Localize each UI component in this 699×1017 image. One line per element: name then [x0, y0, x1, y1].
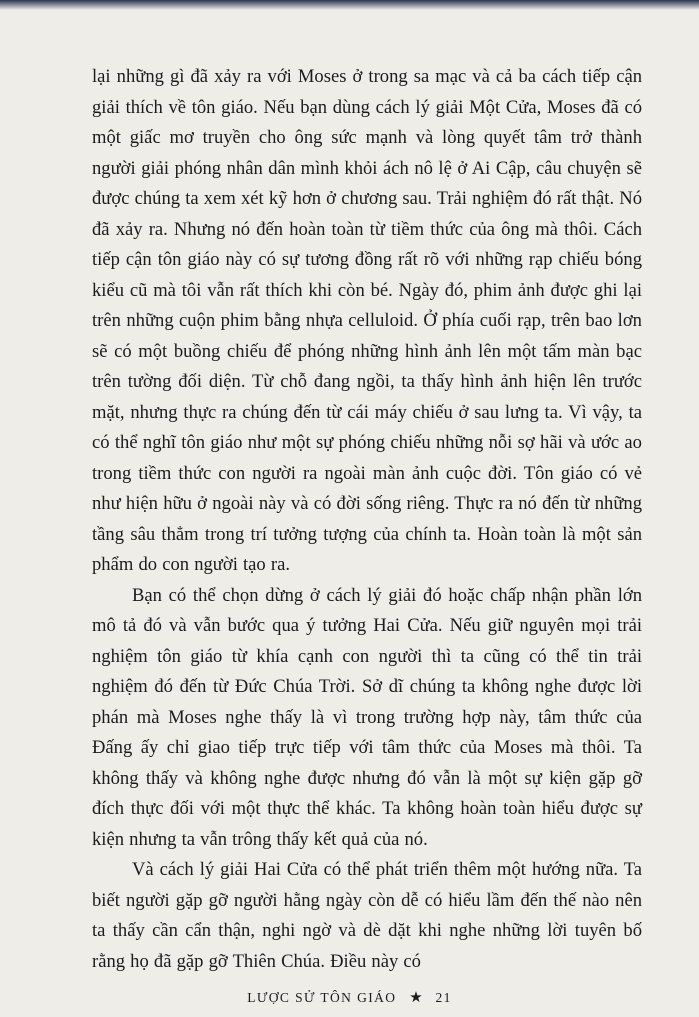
- text-line: ở ngoài này và có đời sống riêng. Thực ra nó đến từ những tầng: [92, 493, 642, 545]
- text-line: tin trải nghiệm đó đến từ Đức Chúa Trời. Sở dĩ chúng ta không: [92, 645, 643, 697]
- text-line: sự phóng chiếu những nỗi sợ hãi và ước ao trong tiềm thức con: [92, 432, 642, 484]
- page-footer: [0, 988, 699, 1007]
- text-line: thấy hình ảnh hiện lên trước mặt, nhưng thực ra chúng đến từ cái: [92, 371, 642, 423]
- text-line: đến thế nào nên ta thấy cần cẩn thận, nghi ngờ và dè dặt khi nghe: [92, 889, 642, 941]
- text-line: sản phẩm do con người tạo ra.: [92, 523, 642, 575]
- text-line: mọi trải nghiệm tôn giáo từ khía cạnh con người thì ta cũng có thể: [92, 615, 642, 667]
- text-line: Ta không hoàn toàn hiểu được sự kiện nhưng ta vẫn trông thấy: [92, 798, 642, 850]
- text-line: trên bao lơn sẽ có một buồng chiếu để phóng những hình ảnh: [92, 310, 642, 362]
- text-line: cũ mà tôi vẫn rất thích khi còn bé. Ngày đó, phim ảnh được ghi: [129, 279, 618, 301]
- paragraph-1: [92, 62, 642, 581]
- text-line: lên một tấm màn bạc trên tường đối diện. Từ chỗ đang ngồi, ta: [92, 340, 642, 392]
- text-line: lớn mô tả đó và vẫn bước qua ý tưởng Hai Cửa. Nếu giữ nguyên: [92, 584, 642, 636]
- text-line: lại những gì đã xảy ra với Moses ở trong sa mạc và cả ba cách: [92, 66, 577, 87]
- text-line: quyết tâm trở thành người giải phóng nhân dân mình khỏi ách: [92, 127, 643, 179]
- paragraph-3: [92, 855, 642, 977]
- text-line: sâu thẳm trong trí tưởng tượng của chính ta. Hoàn toàn là một: [130, 523, 611, 545]
- star-icon: ★: [409, 990, 423, 1006]
- text-line: này, tâm thức của Đấng ấy chỉ giao tiếp trực tiếp với tâm thức: [92, 706, 642, 758]
- page-body: [92, 62, 642, 977]
- page-top-edge: [0, 0, 699, 10]
- text-line: Và cách lý giải Hai Cửa có thể phát triển thêm một hướng: [132, 859, 580, 880]
- text-line: đó vẫn là một sự kiện gặp gỡ đích thực đối với một thực thể khác.: [92, 767, 642, 819]
- text-line: nghe được lời phán mà Moses nghe thấy là vì trong trường hợp: [92, 676, 642, 728]
- paragraph-2: [92, 581, 642, 856]
- text-line: Bạn có thể chọn dừng ở cách lý giải đó hoặc chấp nhận phần: [132, 584, 611, 606]
- text-line: nô lệ ở Ai Cập, câu chuyện sẽ được chúng ta xem xét kỹ hơn ở: [92, 157, 642, 209]
- page-number: 21: [435, 990, 452, 1005]
- text-line: đến hoàn toàn từ tiềm thức của ông mà thôi. Cách tiếp cận tôn: [92, 218, 642, 270]
- text-line: những lời tuyên bố rằng họ đã gặp gỡ Thiên Chúa. Điều này có: [92, 920, 643, 972]
- text-line: của Moses mà thôi. Ta không thấy và không nghe được nhưng: [92, 737, 643, 789]
- book-title: LƯỢC SỬ TÔN GIÁO: [247, 990, 397, 1005]
- text-line: giáo này có sự tương đồng rất rõ với những rạp chiếu bóng kiểu: [92, 249, 642, 301]
- text-line: lại trên những cuộn phim bằng nhựa celluloid. Ở phía cuối rạp,: [92, 279, 642, 331]
- text-line: người ra ngoài màn ảnh cuộc đời. Tôn giáo có vẻ như hiện hữu: [92, 462, 642, 514]
- text-line: chương sau. Trải nghiệm đó rất thật. Nó đã xảy ra. Nhưng nó: [92, 188, 642, 240]
- text-line: Cửa, Moses đã có một giấc mơ truyền cho ông sức mạnh và lòng: [92, 96, 642, 148]
- text-line: máy chiếu ở sau lưng ta. Vì vậy, ta có thể nghĩ tôn giáo như một: [92, 401, 642, 453]
- text-line: nữa. Ta biết người gặp gỡ người hằng ngày còn dễ có hiểu lầm: [92, 859, 643, 911]
- text-line: kết quả của nó.: [313, 828, 428, 850]
- text-line: tiếp cận giải thích về tôn giáo. Nếu bạn dùng cách lý giải Một: [92, 66, 642, 118]
